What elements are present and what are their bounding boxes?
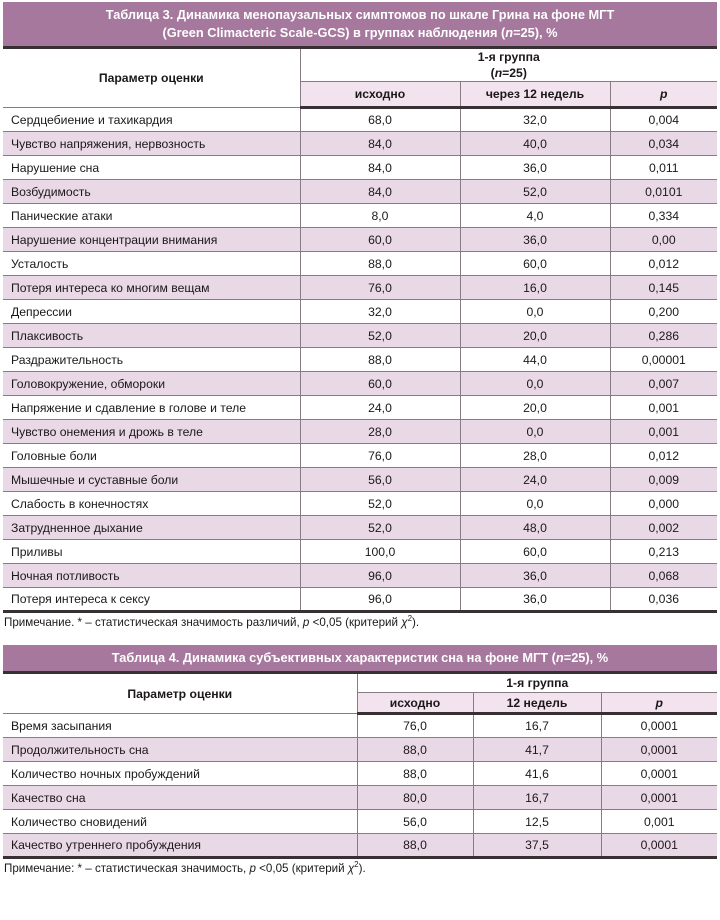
table3 (3, 46, 717, 613)
table-row (3, 444, 717, 468)
cell-after: 0,0 (460, 372, 610, 396)
cell-baseline: 76,0 (357, 714, 473, 738)
cell-p: 0,286 (610, 324, 717, 348)
row-label: Головокружение, обмороки (3, 372, 300, 396)
cell-after: 60,0 (460, 252, 610, 276)
cell-p: 0,009 (610, 468, 717, 492)
cell-baseline: 88,0 (300, 252, 460, 276)
cell-p: 0,0001 (601, 786, 717, 810)
table4-col-12weeks: 12 недель (473, 693, 601, 714)
row-label: Приливы (3, 540, 300, 564)
table-row (3, 180, 717, 204)
table4 (3, 671, 717, 859)
table4-title-bar (3, 645, 717, 671)
row-label: Чувство онемения и дрожь в теле (3, 420, 300, 444)
table4-col-p-label: p (655, 695, 663, 710)
cell-baseline: 56,0 (357, 810, 473, 834)
cell-p: 0,011 (610, 156, 717, 180)
table4-header-group-row (3, 673, 717, 693)
cell-after: 52,0 (460, 180, 610, 204)
table3-footnote-text: Примечание. * – статистическая значимость различий, (4, 616, 303, 629)
table3-footnote-chi: χ (401, 616, 408, 629)
cell-baseline: 84,0 (300, 180, 460, 204)
table4-title-italic-n: n (555, 650, 564, 665)
table3-col-initial: исходно (300, 82, 460, 108)
cell-after: 16,7 (473, 714, 601, 738)
row-label: Сердцебиение и тахикардия (3, 108, 300, 132)
cell-baseline: 60,0 (300, 372, 460, 396)
table3-group-header (300, 48, 717, 82)
cell-baseline: 76,0 (300, 276, 460, 300)
table3-col-after12: через 12 недель (460, 82, 610, 108)
row-label: Качество сна (3, 786, 357, 810)
cell-after: 4,0 (460, 204, 610, 228)
table4-footnote-mid: <0,05 (критерий (255, 862, 348, 875)
cell-baseline: 80,0 (357, 786, 473, 810)
cell-p: 0,012 (610, 444, 717, 468)
table-row (3, 300, 717, 324)
cell-p: 0,00001 (610, 348, 717, 372)
table-row (3, 396, 717, 420)
row-label: Время засыпания (3, 714, 357, 738)
cell-p: 0,007 (610, 372, 717, 396)
row-label: Количество сновидений (3, 810, 357, 834)
cell-p: 0,200 (610, 300, 717, 324)
table3-section (3, 2, 717, 629)
row-label: Раздражительность (3, 348, 300, 372)
table-row (3, 492, 717, 516)
table4-col-p (601, 693, 717, 714)
row-label: Нарушение сна (3, 156, 300, 180)
row-label: Потеря интереса к сексу (3, 588, 300, 612)
table4-footnote (3, 862, 717, 875)
table3-title-italic-n: n (505, 25, 514, 40)
table-row (3, 324, 717, 348)
row-label: Напряжение и сдавление в голове и теле (3, 396, 300, 420)
table-row (3, 204, 717, 228)
table3-title-line2-pre: (Green Climacteric Scale-GCS) в группах наблюдения ( (162, 25, 506, 40)
cell-baseline: 32,0 (300, 300, 460, 324)
cell-baseline: 96,0 (300, 588, 460, 612)
cell-p: 0,213 (610, 540, 717, 564)
cell-baseline: 24,0 (300, 396, 460, 420)
cell-p: 0,0001 (601, 738, 717, 762)
table3-col-p-label: p (660, 87, 668, 101)
table-row (3, 810, 717, 834)
cell-baseline: 52,0 (300, 324, 460, 348)
table3-group-header-n (307, 65, 712, 81)
cell-after: 36,0 (460, 588, 610, 612)
cell-p: 0,036 (610, 588, 717, 612)
row-label: Продолжительность сна (3, 738, 357, 762)
table3-group-n-pre: ( (490, 66, 495, 80)
table3-footnote-sup: 2 (407, 614, 413, 624)
cell-baseline: 8,0 (300, 204, 460, 228)
cell-after: 12,5 (473, 810, 601, 834)
cell-after: 36,0 (460, 156, 610, 180)
table3-footnote (3, 616, 717, 629)
cell-baseline: 84,0 (300, 156, 460, 180)
cell-baseline: 28,0 (300, 420, 460, 444)
table4-footnote-sup: 2 (354, 860, 359, 870)
table3-col-p (610, 82, 717, 108)
table4-footnote-post: ). (358, 862, 366, 875)
cell-after: 0,0 (460, 492, 610, 516)
table3-header-group-row (3, 48, 717, 82)
table-row (3, 252, 717, 276)
cell-p: 0,001 (610, 420, 717, 444)
row-label: Качество утреннего пробуждения (3, 834, 357, 858)
cell-after: 20,0 (460, 324, 610, 348)
table4-title-post: =25), % (563, 650, 609, 665)
row-label: Панические атаки (3, 204, 300, 228)
table3-title-bar (3, 2, 717, 46)
table-row (3, 132, 717, 156)
table-row (3, 540, 717, 564)
cell-after: 44,0 (460, 348, 610, 372)
cell-p: 0,000 (610, 492, 717, 516)
row-label: Мышечные и суставные боли (3, 468, 300, 492)
cell-after: 0,0 (460, 300, 610, 324)
table-row (3, 372, 717, 396)
cell-baseline: 56,0 (300, 468, 460, 492)
table3-title-line2-post: =25), % (513, 25, 558, 40)
row-label: Депрессии (3, 300, 300, 324)
table-row (3, 420, 717, 444)
cell-p: 0,002 (610, 516, 717, 540)
table4-title-pre: Таблица 4. Динамика субъективных характеристик сна на фоне МГТ ( (111, 650, 556, 665)
row-label: Нарушение концентрации внимания (3, 228, 300, 252)
table3-footnote-post: ). (412, 616, 420, 629)
table4-param-header: Параметр оценки (3, 673, 357, 714)
cell-after: 37,5 (473, 834, 601, 858)
cell-baseline: 88,0 (357, 762, 473, 786)
cell-baseline: 84,0 (300, 132, 460, 156)
cell-after: 60,0 (460, 540, 610, 564)
table-row (3, 564, 717, 588)
table3-param-header: Параметр оценки (3, 48, 300, 108)
cell-p: 0,145 (610, 276, 717, 300)
table-row (3, 468, 717, 492)
cell-baseline: 88,0 (357, 738, 473, 762)
cell-baseline: 52,0 (300, 516, 460, 540)
row-label: Количество ночных пробуждений (3, 762, 357, 786)
cell-after: 16,7 (473, 786, 601, 810)
table3-title-line1: Таблица 3. Динамика менопаузальных симптомов по шкале Грина на фоне МГТ (105, 7, 615, 22)
table3-footnote-mid: <0,05 (критерий (309, 616, 402, 629)
cell-after: 28,0 (460, 444, 610, 468)
table3-group-header-name: 1-я группа (477, 50, 540, 64)
row-label: Потеря интереса ко многим вещам (3, 276, 300, 300)
cell-p: 0,004 (610, 108, 717, 132)
cell-after: 20,0 (460, 396, 610, 420)
table-row (3, 516, 717, 540)
cell-baseline: 68,0 (300, 108, 460, 132)
table-row (3, 762, 717, 786)
table3-title-line2 (13, 24, 707, 42)
cell-after: 32,0 (460, 108, 610, 132)
cell-p: 0,334 (610, 204, 717, 228)
table4-group-header: 1-я группа (357, 673, 717, 693)
row-label: Затрудненное дыхание (3, 516, 300, 540)
cell-after: 40,0 (460, 132, 610, 156)
table4-footnote-p: p (249, 862, 256, 875)
cell-p: 0,012 (610, 252, 717, 276)
row-label: Усталость (3, 252, 300, 276)
row-label: Плаксивость (3, 324, 300, 348)
cell-p: 0,0101 (610, 180, 717, 204)
cell-baseline: 100,0 (300, 540, 460, 564)
cell-p: 0,0001 (601, 762, 717, 786)
table3-group-n-italic: n (494, 66, 503, 80)
table3-body (3, 108, 717, 612)
table4-footnote-text: Примечание: * – статистическая значимость, (4, 862, 250, 875)
cell-after: 36,0 (460, 564, 610, 588)
cell-p: 0,001 (601, 810, 717, 834)
row-label: Ночная потливость (3, 564, 300, 588)
row-label: Слабость в конечностях (3, 492, 300, 516)
cell-after: 36,0 (460, 228, 610, 252)
table4-section (3, 645, 717, 875)
table3-footnote-p: p (302, 616, 310, 629)
cell-after: 41,6 (473, 762, 601, 786)
row-label: Головные боли (3, 444, 300, 468)
table-row (3, 108, 717, 132)
cell-baseline: 76,0 (300, 444, 460, 468)
cell-baseline: 88,0 (357, 834, 473, 858)
table-row (3, 714, 717, 738)
cell-p: 0,034 (610, 132, 717, 156)
cell-after: 48,0 (460, 516, 610, 540)
cell-baseline: 96,0 (300, 564, 460, 588)
table4-footnote-chi: χ (347, 862, 355, 875)
table-row (3, 156, 717, 180)
table4-body (3, 714, 717, 858)
cell-baseline: 52,0 (300, 492, 460, 516)
table-row (3, 834, 717, 858)
cell-baseline: 88,0 (300, 348, 460, 372)
table-row (3, 228, 717, 252)
cell-after: 16,0 (460, 276, 610, 300)
row-label: Чувство напряжения, нервозность (3, 132, 300, 156)
cell-p: 0,068 (610, 564, 717, 588)
cell-p: 0,0001 (601, 714, 717, 738)
table3-group-n-post: =25) (502, 66, 527, 80)
table-row (3, 738, 717, 762)
cell-baseline: 60,0 (300, 228, 460, 252)
cell-after: 0,0 (460, 420, 610, 444)
table-row (3, 786, 717, 810)
cell-p: 0,0001 (601, 834, 717, 858)
cell-after: 41,7 (473, 738, 601, 762)
cell-after: 24,0 (460, 468, 610, 492)
table-row (3, 348, 717, 372)
table4-col-initial: исходно (357, 693, 473, 714)
table-row (3, 276, 717, 300)
cell-p: 0,001 (610, 396, 717, 420)
cell-p: 0,00 (610, 228, 717, 252)
table-row (3, 588, 717, 612)
row-label: Возбудимость (3, 180, 300, 204)
